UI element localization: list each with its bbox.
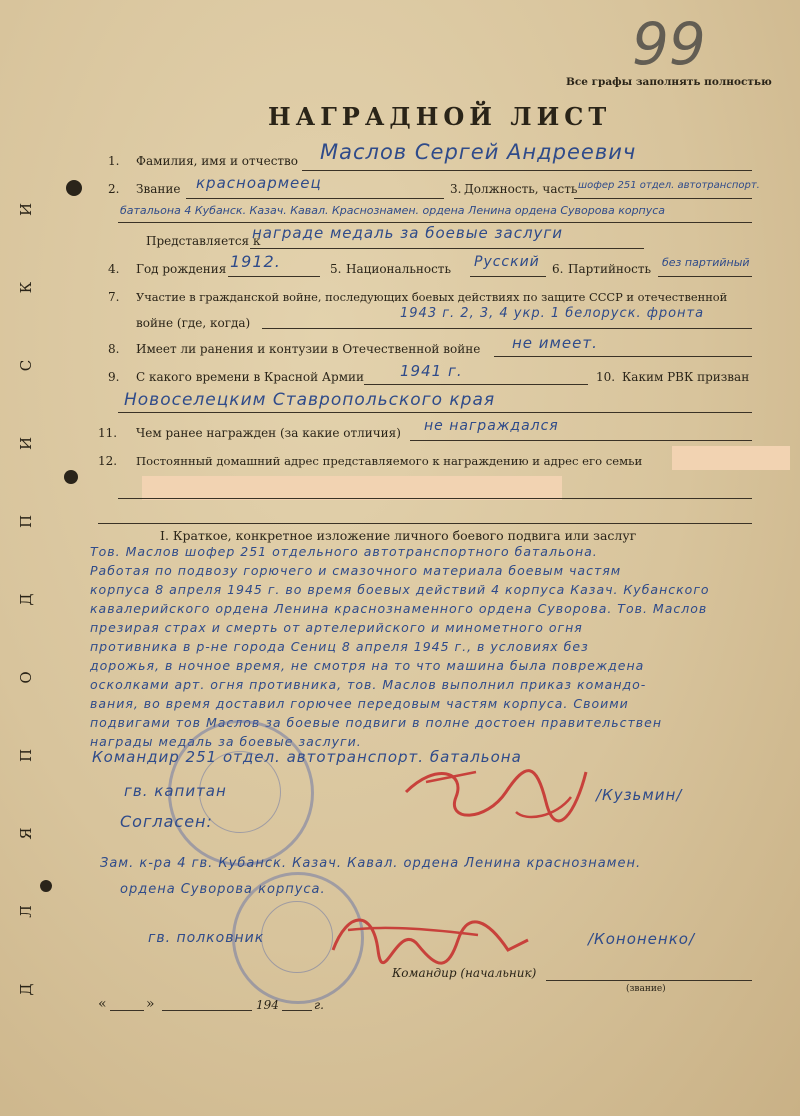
field-3-label: Должность, часть: [464, 182, 578, 196]
deputy-line: Зам. к-ра 4 гв. Кубанск. Казач. Кавал. ордена Ленина краснознамен.: [100, 856, 642, 871]
document-title: НАГРАДНОЙ ЛИСТ: [268, 102, 612, 131]
field-9-number: 9.: [108, 370, 120, 384]
field-7-value: 1943 г. 2, 3, 4 укр. 1 белоруск. фронта: [400, 306, 705, 321]
field-3-value-cont: батальона 4 Кубанск. Казач. Кавал. Краснознамен. ордена Ленина ордена Суворова корпуса: [120, 204, 666, 217]
field-1-label: Фамилия, имя и отчество: [136, 154, 299, 168]
section-title: I. Краткое, конкретное изложение личного боевого подвига или заслуг: [160, 528, 637, 543]
field-6-number: 6.: [552, 262, 564, 276]
side-letter: И: [17, 201, 35, 217]
description-line: вания, во время доставил горючее передовым частям корпуса. Своими: [90, 696, 629, 711]
side-text-vertical: [14, 180, 74, 1040]
field-5-number: 5.: [330, 262, 342, 276]
field-11-number: 11.: [98, 426, 118, 440]
field-7-number: 7.: [108, 290, 120, 304]
field-7-label-cont: войне (где, когда): [136, 316, 251, 330]
field-8-value: не имеет.: [512, 334, 598, 352]
presented-label: Представляется к: [146, 234, 261, 248]
description-line: Работая по подвозу горючего и смазочного материала боевым частям: [90, 563, 622, 578]
description-line: кавалерийского ордена Ленина краснознаменного ордена Суворова. Тов. Маслов: [90, 601, 708, 616]
date-suffix: г.: [314, 998, 324, 1012]
field-4-label: Год рождения: [136, 262, 227, 276]
field-8-label: Имеет ли ранения и контузии в Отечественной войне: [136, 342, 481, 356]
deputy-name: /Кононенко/: [588, 930, 695, 948]
field-2-value: красноармеец: [196, 174, 322, 192]
side-letter: К: [17, 280, 35, 294]
field-3-number: 3.: [450, 182, 462, 196]
side-letter: Д: [17, 592, 35, 606]
description-line: противника в р-не города Сениц 8 апреля 1945 г., в условиях без: [90, 639, 589, 654]
description-line: корпуса 8 апреля 1945 г. во время боевых действий 4 корпуса Казач. Кубанского: [90, 582, 710, 597]
date-quote-close: »: [146, 996, 155, 1012]
description-line: награды медаль за боевые заслуги.: [90, 734, 362, 749]
field-10-value: Новоселецким Ставропольского края: [124, 390, 496, 410]
description-line: дорожья, в ночное время, не смотря на то что машина была повреждена: [90, 658, 645, 673]
deputy-rank: гв. полковник: [148, 930, 265, 946]
field-9-value: 1941 г.: [400, 362, 463, 380]
side-letter: П: [17, 513, 35, 529]
field-11-label: Чем ранее награжден (за какие отличия): [136, 426, 401, 440]
date-quote-open: «: [98, 996, 107, 1012]
description-line: презирая страх и смерть от артелерийского и минометного огня: [90, 620, 583, 635]
side-letter: Д: [17, 982, 35, 996]
commander-name: /Кузьмин/: [596, 786, 683, 804]
description-line: подвигами тов Маслов за боевые подвиги в полне достоен правительствен: [90, 715, 663, 730]
redacted-address: [142, 476, 562, 500]
field-1-number: 1.: [108, 154, 120, 168]
date-year: 194: [256, 998, 279, 1012]
side-letter: П: [17, 747, 35, 763]
commander-caption: Командир (начальник): [392, 966, 537, 980]
side-letter: О: [17, 670, 35, 684]
field-7-label: Участие в гражданской войне, последующих боевых действиях по защите СССР и отечественной: [136, 290, 728, 304]
field-6-value: без партийный: [662, 256, 750, 269]
description-line: осколками арт. огня противника, тов. Маслов выполнил приказ командо-: [90, 677, 647, 692]
field-6-label: Партийность: [568, 262, 652, 276]
field-2-number: 2.: [108, 182, 120, 196]
header-note: Все графы заполнять полностью: [566, 76, 772, 88]
field-3-value: шофер 251 отдел. автотранспорт.: [578, 180, 760, 191]
side-letter: И: [17, 435, 35, 451]
agreed-label: Согласен:: [120, 812, 213, 831]
rank-caption: (звание): [626, 984, 666, 994]
field-12-number: 12.: [98, 454, 118, 468]
field-4-number: 4.: [108, 262, 120, 276]
description-line: Тов. Маслов шофер 251 отдельного автотранспортного батальона.: [90, 544, 598, 559]
redacted-address: [672, 446, 790, 470]
field-1-value: Маслов Сергей Андреевич: [320, 140, 637, 164]
field-8-number: 8.: [108, 342, 120, 356]
page-number: 99: [632, 10, 706, 78]
field-5-value: Русский: [474, 254, 540, 270]
commander-line: Командир 251 отдел. автотранспорт. батальона: [92, 748, 522, 766]
side-letter: С: [17, 358, 35, 372]
side-letter: Л: [17, 904, 35, 918]
award-description: [90, 542, 760, 751]
field-10-label: Каким РВК призван: [622, 370, 750, 384]
field-10-number: 10.: [596, 370, 616, 384]
side-letter: Я: [17, 826, 35, 840]
field-11-value: не награждался: [424, 418, 559, 434]
deputy-line-2: ордена Суворова корпуса.: [120, 882, 326, 897]
field-9-label: С какого времени в Красной Армии: [136, 370, 365, 384]
field-2-label: Звание: [136, 182, 181, 196]
field-12-label: Постоянный домашний адрес представляемого к награждению и адрес его семьи: [136, 454, 643, 468]
commander-signature: [396, 752, 596, 832]
commander-rank: гв. капитан: [124, 782, 227, 800]
field-4-value: 1912.: [230, 252, 281, 271]
field-5-label: Национальность: [346, 262, 451, 276]
presented-value: награде медаль за боевые заслуги: [252, 224, 564, 242]
